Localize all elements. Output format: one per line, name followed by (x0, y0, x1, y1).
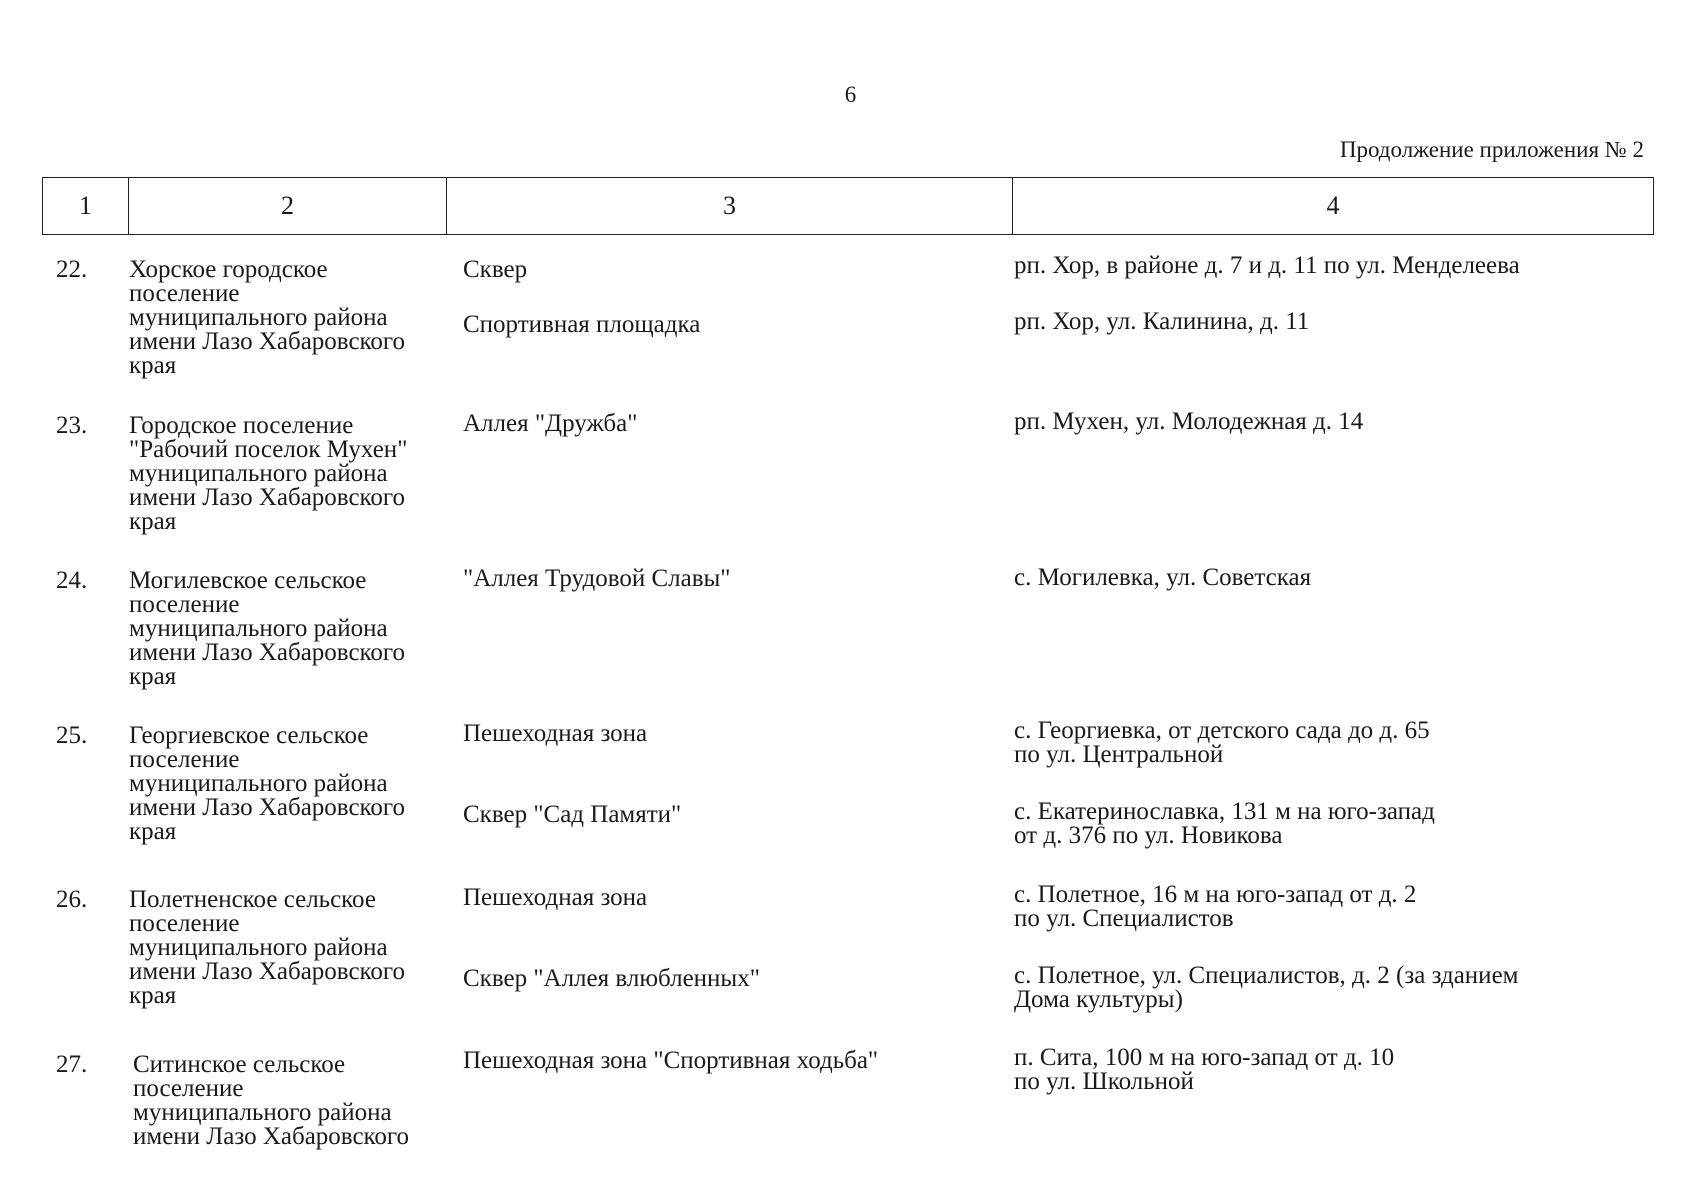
object-name: Сквер "Сад Памяти" (463, 801, 682, 828)
object-address (1014, 719, 1654, 767)
object-name: Пешеходная зона "Спортивная ходьба" (463, 1047, 879, 1074)
object-name: Пешеходная зона (463, 884, 648, 911)
header-cell-3: 3 (447, 178, 1013, 234)
object-address (1014, 800, 1654, 848)
municipality-line: муниципального района (129, 615, 388, 642)
municipality-line: поселение (133, 1075, 244, 1102)
municipality-name (129, 724, 459, 844)
municipality-line: муниципального района (133, 1099, 392, 1126)
municipality-line: имени Лазо Хабаровского (133, 1123, 410, 1150)
row-number: 26. (56, 886, 88, 913)
address-line: по ул. Школьной (1014, 1068, 1194, 1095)
page-number: 6 (844, 82, 857, 107)
municipality-line: Могилевское сельское (129, 567, 367, 594)
object-address (1014, 410, 1654, 434)
municipality-line: имени Лазо Хабаровского (129, 958, 406, 985)
object-name: "Аллея Трудовой Славы" (463, 565, 731, 592)
object-name: Спортивная площадка (463, 311, 701, 338)
table-header (42, 177, 1654, 235)
municipality-name (133, 1053, 463, 1149)
municipality-line: края (129, 982, 177, 1009)
municipality-line: Ситинское сельское (133, 1051, 346, 1078)
address-line: с. Екатеринославка, 131 м на юго-запад (1014, 798, 1435, 825)
object-address (1014, 566, 1654, 590)
municipality-line: "Рабочий поселок Мухен" (129, 436, 408, 463)
object-address (1014, 254, 1654, 278)
address-line: с. Полетное, ул. Специалистов, д. 2 (за зданием (1014, 962, 1519, 989)
row-number: 22. (56, 256, 88, 283)
municipality-name (129, 888, 459, 1008)
object-name: Сквер (463, 256, 528, 283)
address-line: с. Полетное, 16 м на юго-запад от д. 2 (1014, 881, 1417, 908)
municipality-line: имени Лазо Хабаровского (129, 639, 406, 666)
municipality-line: края (129, 818, 177, 845)
municipality-name (129, 569, 459, 689)
address-line: рп. Хор, в районе д. 7 и д. 11 по ул. Менделеева (1014, 252, 1520, 279)
municipality-line: муниципального района (129, 770, 388, 797)
row-number: 24. (56, 567, 88, 594)
municipality-line: Георгиевское сельское (129, 722, 369, 749)
municipality-line: муниципального района (129, 460, 388, 487)
municipality-line: края (129, 508, 177, 535)
municipality-line: Полетненское сельское (129, 886, 376, 913)
municipality-line: поселение (129, 746, 240, 773)
row-number: 27. (56, 1051, 88, 1078)
municipality-line: имени Лазо Хабаровского (129, 484, 406, 511)
address-line: с. Могилевка, ул. Советская (1014, 564, 1312, 591)
municipality-line: Городское поселение (129, 412, 354, 439)
object-name: Пешеходная зона (463, 720, 648, 747)
continuation-label: Продолжение приложения № 2 (1339, 137, 1644, 162)
address-line: по ул. Центральной (1014, 741, 1224, 768)
municipality-line: муниципального района (129, 304, 388, 331)
municipality-name (129, 414, 459, 534)
address-line: п. Сита, 100 м на юго-запад от д. 10 (1014, 1044, 1395, 1071)
address-line: Дома культуры) (1014, 986, 1183, 1013)
object-name: Аллея "Дружба" (463, 410, 638, 437)
municipality-line: края (129, 663, 177, 690)
object-address (1014, 1046, 1654, 1094)
municipality-line: муниципального района (129, 934, 388, 961)
object-address (1014, 310, 1654, 334)
header-cell-2: 2 (129, 178, 447, 234)
address-line: по ул. Специалистов (1014, 905, 1234, 932)
municipality-line: поселение (129, 910, 240, 937)
municipality-name (129, 258, 459, 378)
municipality-line: имени Лазо Хабаровского (129, 794, 406, 821)
address-line: рп. Мухен, ул. Молодежная д. 14 (1014, 408, 1364, 435)
municipality-line: имени Лазо Хабаровского (129, 328, 406, 355)
object-name: Сквер "Аллея влюбленных" (463, 965, 760, 992)
municipality-line: Хорское городское (129, 256, 328, 283)
address-line: от д. 376 по ул. Новикова (1014, 822, 1283, 849)
header-cell-1: 1 (43, 178, 129, 234)
address-line: рп. Хор, ул. Калинина, д. 11 (1014, 308, 1310, 335)
row-number: 25. (56, 722, 88, 749)
municipality-line: поселение (129, 591, 240, 618)
municipality-line: поселение (129, 280, 240, 307)
header-cell-4: 4 (1326, 191, 1340, 220)
object-address (1014, 964, 1654, 1012)
municipality-line: края (129, 352, 177, 379)
row-number: 23. (56, 412, 88, 439)
address-line: с. Георгиевка, от детского сада до д. 65 (1014, 717, 1430, 744)
object-address (1014, 883, 1654, 931)
